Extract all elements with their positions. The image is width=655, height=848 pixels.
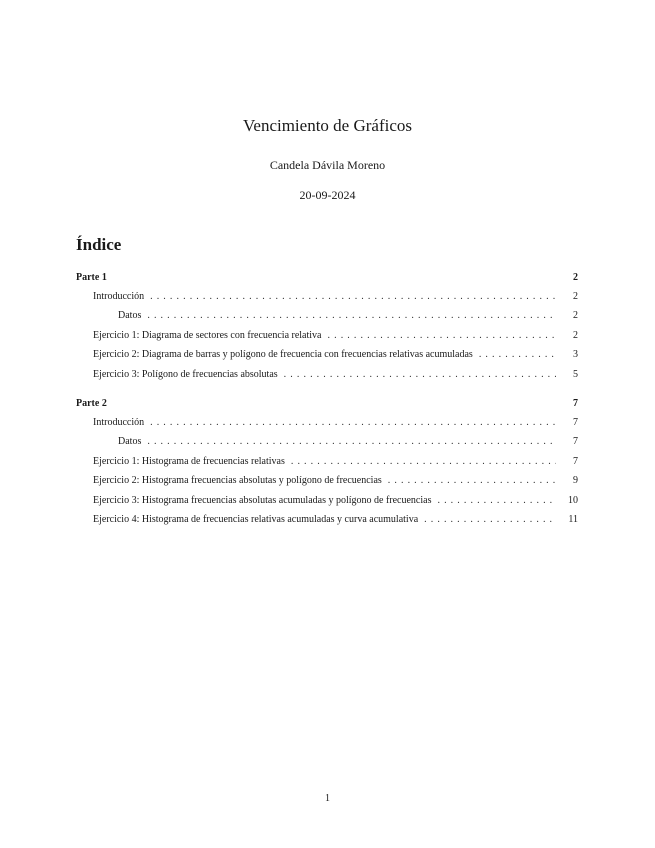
- document-date: 20-09-2024: [299, 188, 356, 202]
- toc-entry-label: Introducción: [93, 417, 145, 428]
- toc-entry-label: Introducción: [93, 291, 145, 302]
- toc-entry-ejercicio-2[interactable]: [76, 349, 578, 363]
- toc-dot-leader: [424, 514, 556, 525]
- toc-dot-leader: [147, 436, 556, 447]
- toc-entry-ejercicio-1[interactable]: [76, 456, 578, 470]
- toc-entry-datos[interactable]: [76, 436, 578, 450]
- toc-entry-label: Datos: [118, 310, 142, 321]
- toc-page-number: 7: [573, 456, 578, 467]
- toc-page-number: 7: [573, 398, 578, 409]
- toc-page-number: 3: [573, 349, 578, 360]
- toc-dot-leader: [147, 310, 556, 321]
- toc-entry-label: Ejercicio 3: Polígono de frecuencias absolutas: [93, 369, 278, 380]
- toc-entry-label: Ejercicio 2: Histograma frecuencias absolutas y polígono de frecuencias: [93, 475, 382, 486]
- toc-entry-label: Ejercicio 3: Histograma frecuencias absolutas acumuladas y polígono de frecuencias: [93, 495, 432, 506]
- toc-entry-ejercicio-3[interactable]: [76, 495, 578, 509]
- toc-entry-label: Ejercicio 1: Histograma de frecuencias relativas: [93, 456, 285, 467]
- toc-heading: Índice: [76, 235, 122, 254]
- document-title: Vencimiento de Gráficos: [243, 116, 412, 135]
- toc-page-number: 10: [568, 495, 578, 506]
- toc-entry-ejercicio-4[interactable]: [76, 514, 578, 528]
- toc-page-number: 7: [573, 417, 578, 428]
- toc-page-number: 7: [573, 436, 578, 447]
- toc-part-2[interactable]: [76, 398, 578, 412]
- page-number: 1: [325, 793, 330, 804]
- toc-page-number: 2: [573, 330, 578, 341]
- toc-entry-ejercicio-3[interactable]: [76, 369, 578, 383]
- toc-entry-ejercicio-2[interactable]: [76, 475, 578, 489]
- toc-entry-introduccion[interactable]: [76, 417, 578, 431]
- toc-page-number: 2: [573, 272, 578, 283]
- document-author: Candela Dávila Moreno: [269, 158, 386, 172]
- toc-page-number: 2: [573, 310, 578, 321]
- toc-part-label: Parte 1: [76, 272, 107, 283]
- toc-dot-leader: [437, 495, 556, 506]
- toc-entry-introduccion[interactable]: [76, 291, 578, 305]
- toc-page-number: 2: [573, 291, 578, 302]
- toc-part-1[interactable]: [76, 272, 578, 286]
- toc-dot-leader: [328, 330, 557, 341]
- toc-entry-label: Datos: [118, 436, 142, 447]
- toc-dot-leader: [479, 349, 556, 360]
- toc-entry-datos[interactable]: [76, 310, 578, 324]
- toc-entry-ejercicio-1[interactable]: [76, 330, 578, 344]
- toc-dot-leader: [284, 369, 556, 380]
- toc-entry-label: Ejercicio 4: Histograma de frecuencias relativas acumuladas y curva acumulativa: [93, 514, 419, 525]
- toc-dot-leader: [150, 291, 556, 302]
- toc-page-number: 5: [573, 369, 578, 380]
- toc-dot-leader: [388, 475, 556, 486]
- toc-part-label: Parte 2: [76, 398, 107, 409]
- toc-dot-leader: [150, 417, 556, 428]
- toc-page-number: 9: [573, 475, 578, 486]
- toc-entry-label: Ejercicio 2: Diagrama de barras y polígono de frecuencia con frecuencias relativas acumuladas: [93, 349, 473, 360]
- toc-dot-leader: [291, 456, 556, 467]
- toc-entry-label: Ejercicio 1: Diagrama de sectores con frecuencia relativa: [93, 330, 322, 341]
- toc-page-number: 11: [568, 514, 578, 525]
